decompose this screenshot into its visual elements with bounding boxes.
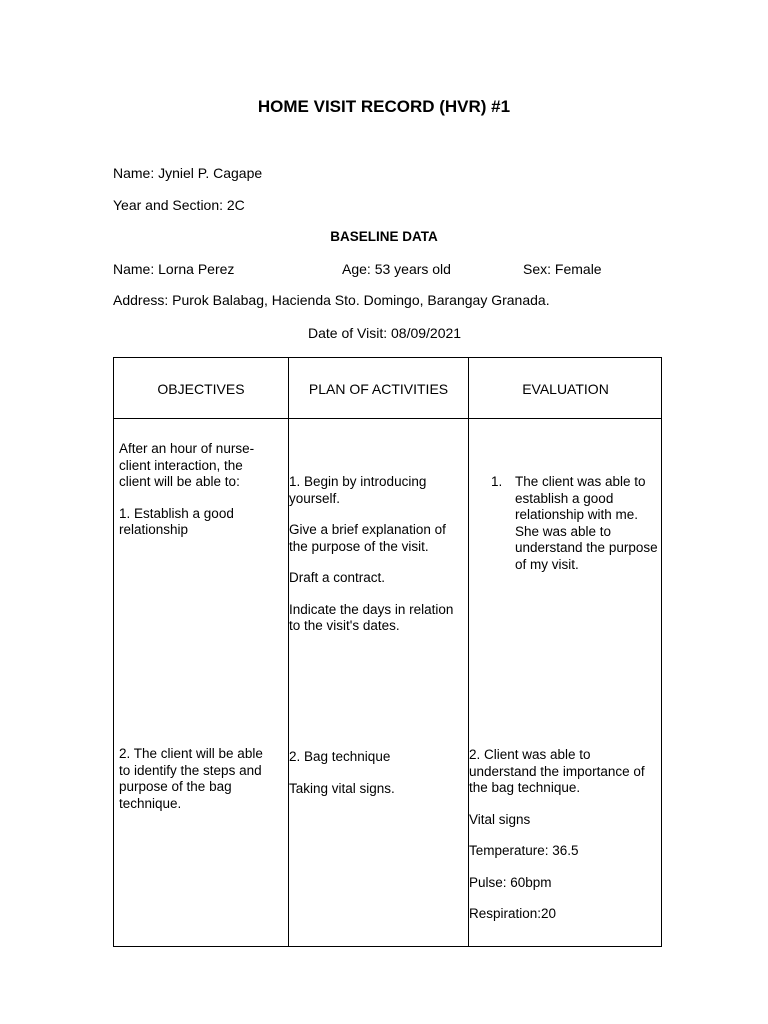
plan-cell-1 — [289, 474, 463, 635]
document-title: HOME VISIT RECORD (HVR) #1 — [257, 97, 511, 116]
evaluation-cell-1 — [491, 474, 663, 573]
home-visit-table — [113, 357, 662, 947]
evaluation-cell-2 — [469, 747, 659, 923]
evaluation-item: Respiration:20 — [469, 906, 557, 921]
objectives-cell-2 — [119, 746, 275, 812]
header-objectives: OBJECTIVES — [157, 381, 245, 397]
header-divider — [114, 418, 661, 419]
header-plan: PLAN OF ACTIVITIES — [308, 381, 449, 397]
column-divider — [288, 358, 289, 946]
client-address: Address: Purok Balabag, Hacienda Sto. Domingo, Barangay Granada. — [113, 292, 550, 308]
objectives-item-2: 2. The client will be able to identify the steps and purpose of the bag technique. — [119, 746, 263, 811]
evaluation-number: 1. — [491, 474, 503, 489]
objectives-intro: After an hour of nurse-client interaction, the client will be able to: — [119, 441, 255, 489]
client-name: Name: Lorna Perez — [113, 261, 235, 277]
header-evaluation: EVALUATION — [522, 381, 609, 397]
objectives-item-1: 1. Establish a good relationship — [119, 505, 234, 537]
client-age: Age: 53 years old — [342, 261, 451, 277]
student-name: Name: Jyniel P. Cagape — [113, 165, 263, 181]
evaluation-item: Temperature: 36.5 — [469, 843, 579, 858]
plan-item: Give a brief explanation of the purpose of the visit. — [289, 522, 446, 554]
evaluation-item: 2. Client was able to understand the importance of the bag technique. — [469, 747, 645, 795]
evaluation-text: The client was able to establish a good relationship with me. She was able to understand the purpose of my visit. — [515, 474, 658, 572]
client-sex: Sex: Female — [523, 261, 602, 277]
year-section: Year and Section: 2C — [113, 197, 245, 213]
plan-item: Indicate the days in relation to the visit's dates. — [289, 601, 454, 633]
plan-item: Draft a contract. — [289, 570, 386, 585]
plan-cell-2 — [289, 749, 463, 797]
plan-item: Taking vital signs. — [289, 780, 395, 796]
evaluation-item: Vital signs — [469, 811, 531, 827]
baseline-heading: BASELINE DATA — [330, 229, 438, 244]
evaluation-item: Pulse: 60bpm — [469, 874, 552, 890]
date-of-visit: Date of Visit: 08/09/2021 — [308, 325, 462, 341]
objectives-cell-1 — [119, 441, 269, 539]
plan-item: 2. Bag technique — [289, 749, 391, 764]
plan-item: 1. Begin by introducing yourself. — [289, 474, 427, 506]
